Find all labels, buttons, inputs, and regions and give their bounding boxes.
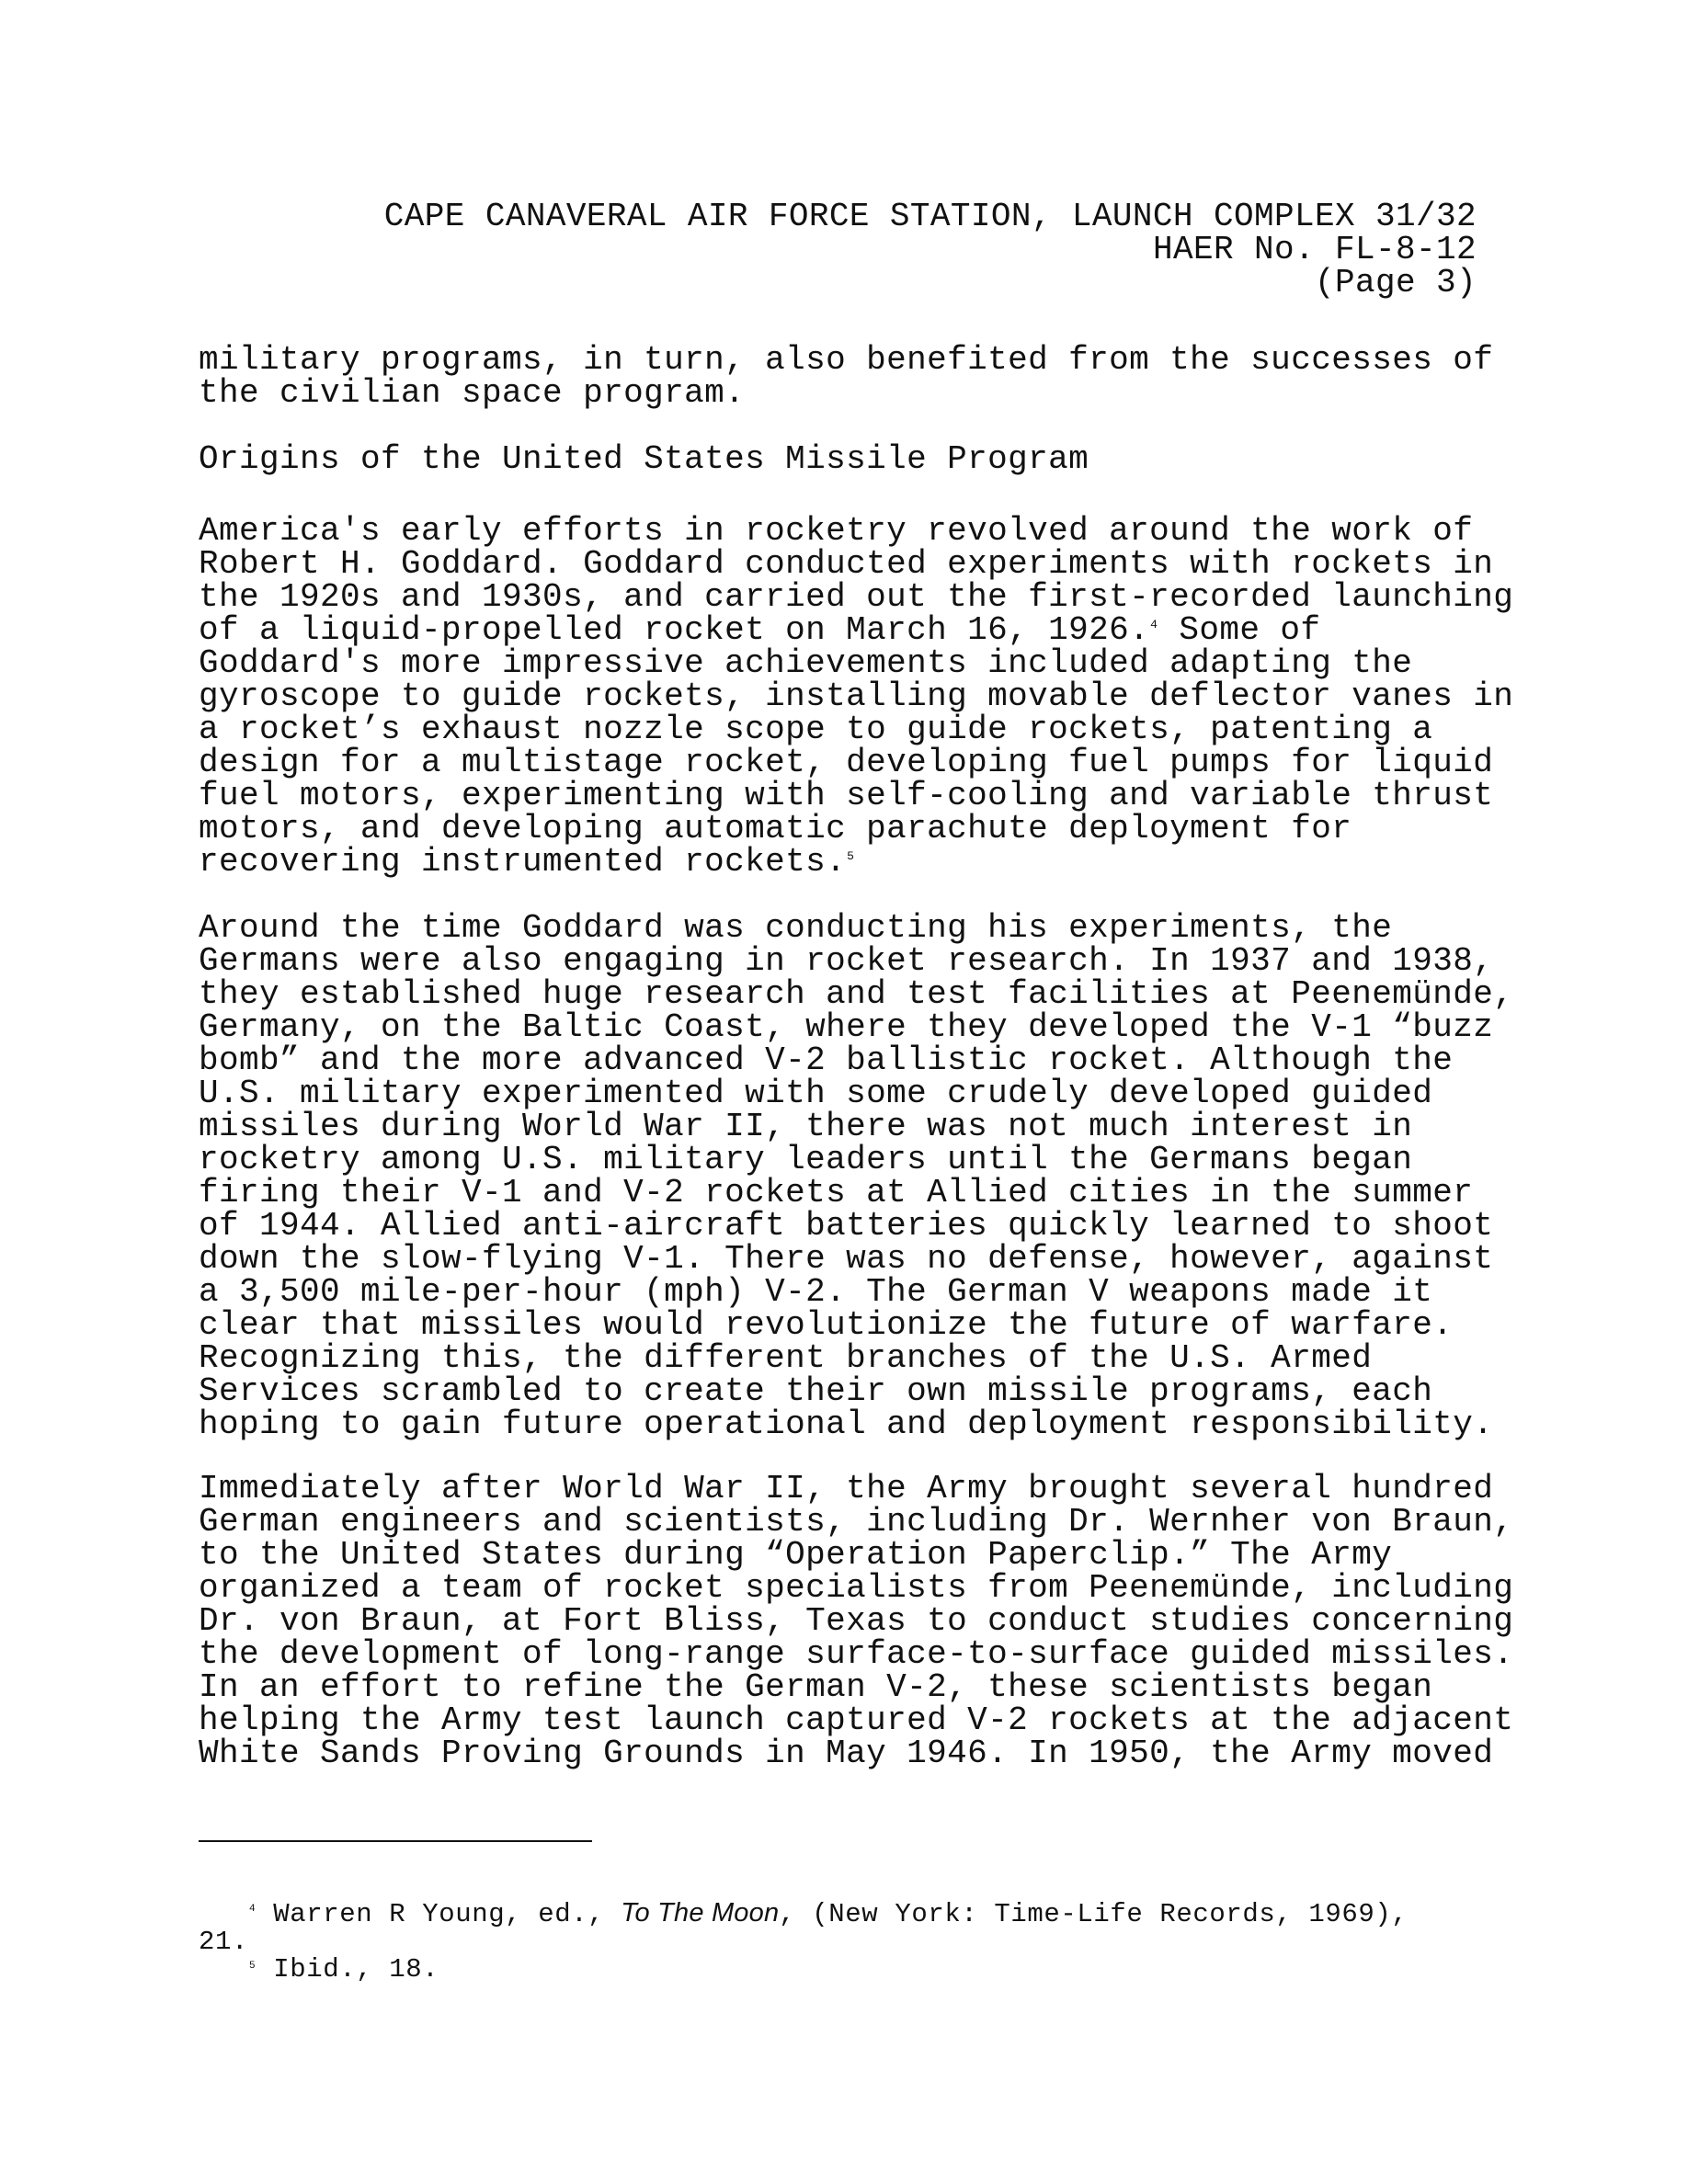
paragraph-line: Goddard's more impressive achievements included adapting the — [199, 644, 1413, 682]
paragraph-line: design for a multistage rocket, developing fuel pumps for liquid — [199, 744, 1494, 781]
footnote-ref-4[interactable]: 4 — [1150, 618, 1158, 631]
intro-line: the civilian space program. — [199, 374, 746, 412]
footnotes — [199, 1899, 1486, 1984]
footnote-number: 5 — [249, 1961, 257, 1972]
paragraph-line: of 1944. Allied anti-aircraft batteries quickly learned to shoot — [199, 1207, 1494, 1245]
footnote-5 — [199, 1956, 1486, 1984]
header-page-number: (Page 3) — [1314, 264, 1477, 301]
paragraph-line: Germany, on the Baltic Coast, where they developed the V-1 “buzz — [199, 1008, 1494, 1046]
paragraph-line: rocketry among U.S. military leaders until the Germans began — [199, 1141, 1413, 1178]
footnote-4-continuation: 21. — [199, 1927, 249, 1957]
paragraph-line: Services scrambled to create their own missile programs, each — [199, 1372, 1433, 1410]
paragraph-line: a 3,500 mile-per-hour (mph) V-2. The German V weapons made it — [199, 1273, 1433, 1311]
paragraph-line-text: of a liquid-propelled rocket on March 16, 1926. — [199, 611, 1150, 649]
paragraph-germans — [199, 909, 1514, 1443]
section-heading — [199, 440, 1486, 478]
paragraph-line: clear that missiles would revolutionize the future of warfare. — [199, 1306, 1454, 1344]
paragraph-line: hoping to gain future operational and deployment responsibility. — [199, 1405, 1494, 1443]
footnote-4 — [199, 1899, 1486, 1928]
footnote-divider — [199, 1840, 592, 1842]
paragraph-line: the 1920s and 1930s, and carried out the first-recorded launching — [199, 578, 1514, 616]
paragraph-line: missiles during World War II, there was not much interest in — [199, 1108, 1413, 1145]
paragraph-line: America's early efforts in rocketry revolved around the work of — [199, 512, 1474, 550]
paragraph-line: organized a team of rocket specialists from Peenemünde, including — [199, 1569, 1514, 1607]
paragraph-line: fuel motors, experimenting with self-cooling and variable thrust — [199, 777, 1494, 814]
footnote-ref-5[interactable]: 5 — [847, 849, 855, 863]
section-heading-text: Origins of the United States Missile Program — [199, 440, 1089, 478]
footnote-book-title: To The Moon — [621, 1898, 780, 1928]
header-haer-number: HAER No. FL-8-12 — [1152, 231, 1477, 268]
paragraph-line: a rocket’s exhaust nozzle scope to guide rockets, patenting a — [199, 711, 1433, 748]
footnote-text: Ibid., 18. — [273, 1954, 439, 1985]
paragraph-line: Dr. von Braun, at Fort Bliss, Texas to conduct studies concerning — [199, 1602, 1514, 1640]
footnote-text: , (New York: Time-Life Records, 1969), — [779, 1899, 1409, 1929]
paragraph-line-text: recovering instrumented rockets. — [199, 843, 847, 881]
paragraph-line: Recognizing this, the different branches of the U.S. Armed — [199, 1339, 1373, 1377]
paragraph-line: Germans were also engaging in rocket research. In 1937 and 1938, — [199, 942, 1494, 980]
paragraph-line: Robert H. Goddard. Goddard conducted experiments with rockets in — [199, 545, 1494, 583]
footnote-text: Warren R Young, ed., — [273, 1899, 622, 1929]
paragraph-line: the development of long-range surface-to-surface guided missiles. — [199, 1635, 1514, 1673]
paragraph-line: U.S. military experimented with some crudely developed guided — [199, 1075, 1433, 1112]
paragraph-line — [199, 843, 1486, 881]
paragraph-line: White Sands Proving Grounds in May 1946. In 1950, the Army moved — [199, 1735, 1494, 1772]
paragraph-line: gyroscope to guide rockets, installing movable deflector vanes in — [199, 677, 1514, 715]
paragraph-line: they established huge research and test facilities at Peenemünde, — [199, 975, 1514, 1013]
footnote-number: 4 — [249, 1904, 257, 1915]
header-title: CAPE CANAVERAL AIR FORCE STATION, LAUNCH COMPLEX 31/32 — [383, 198, 1477, 235]
paragraph-goddard — [199, 512, 1514, 881]
paragraph-line: to the United States during “Operation Paperclip.” The Army — [199, 1536, 1393, 1574]
paragraph-line: helping the Army test launch captured V-2 rockets at the adjacent — [199, 1701, 1514, 1739]
paragraph-line-text: Some of — [1158, 611, 1321, 649]
paragraph-line: Around the time Goddard was conducting his experiments, the — [199, 909, 1393, 947]
paragraph-line: German engineers and scientists, including Dr. Wernher von Braun, — [199, 1503, 1514, 1541]
intro-paragraph — [199, 341, 1494, 412]
paragraph-line: Immediately after World War II, the Army brought several hundred — [199, 1470, 1494, 1507]
paragraph-line: In an effort to refine the German V-2, these scientists began — [199, 1668, 1433, 1706]
intro-line: military programs, in turn, also benefited from the successes of — [199, 341, 1494, 379]
paragraph-line: firing their V-1 and V-2 rockets at Allied cities in the summer — [199, 1174, 1474, 1211]
paragraph-line: down the slow-flying V-1. There was no defense, however, against — [199, 1240, 1494, 1278]
paragraph-line: bomb” and the more advanced V-2 ballistic rocket. Although the — [199, 1041, 1454, 1079]
paragraph-line — [199, 611, 1486, 649]
paragraph-line: motors, and developing automatic parachute deployment for — [199, 810, 1352, 847]
page-header — [384, 200, 1477, 300]
paragraph-paperclip — [199, 1470, 1514, 1772]
